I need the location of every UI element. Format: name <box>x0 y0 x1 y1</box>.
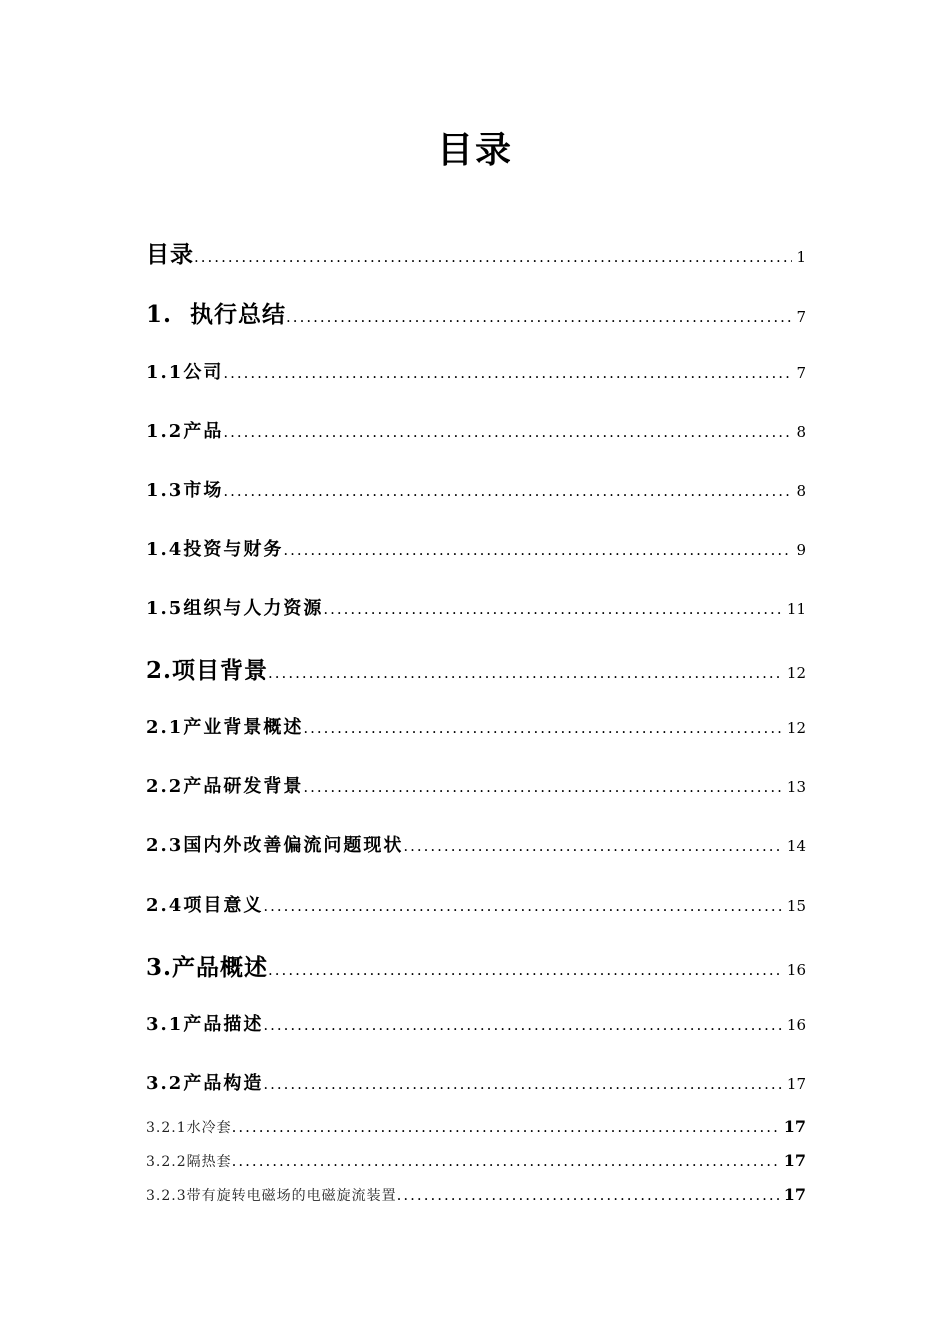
toc-entry[interactable] <box>146 1010 806 1036</box>
toc-entry[interactable] <box>146 1069 806 1095</box>
toc-entry-label: 2.2产品研发背景 <box>146 776 304 797</box>
toc-entry[interactable] <box>146 236 806 269</box>
toc-entry-label: 2.4项目意义 <box>146 895 264 916</box>
toc-entry-page: 8 <box>796 423 806 441</box>
toc-entry-page: 7 <box>796 364 806 382</box>
dot-leader <box>263 1016 783 1034</box>
toc-entry-label: 3.产品概述 <box>146 954 269 981</box>
dot-leader <box>268 961 783 979</box>
dot-leader <box>223 423 792 441</box>
toc-entry-page: 11 <box>786 600 806 618</box>
toc-entry-label: 1.4投资与财务 <box>146 539 284 560</box>
toc-entry-page: 17 <box>783 1117 806 1136</box>
dot-leader <box>263 1075 783 1093</box>
toc-entry-label: 1.5组织与人力资源 <box>146 598 324 619</box>
toc-entry-label: 1.2产品 <box>146 421 224 442</box>
toc-entry-label: 1.1公司 <box>146 362 224 383</box>
toc-entry-label: 3.2.2隔热套 <box>146 1154 232 1170</box>
toc-entry[interactable] <box>146 1151 806 1171</box>
toc-entry[interactable] <box>146 296 806 329</box>
dot-leader <box>194 248 792 266</box>
toc-entry-page: 12 <box>786 664 806 682</box>
toc-entry-label: 目录 <box>146 241 194 268</box>
toc-entry-page: 17 <box>783 1185 806 1204</box>
toc-entry-label: 2.3国内外改善偏流问题现状 <box>146 835 404 856</box>
toc-entry[interactable] <box>146 949 806 982</box>
dot-leader <box>397 1186 780 1204</box>
toc-entry-label: 1. 执行总结 <box>146 301 287 328</box>
toc-entry-page: 8 <box>796 482 806 500</box>
dot-leader <box>232 1118 780 1136</box>
toc-entry[interactable] <box>146 358 806 384</box>
toc-entry-page: 15 <box>786 897 806 915</box>
toc-entry-page: 12 <box>786 719 806 737</box>
toc-entry[interactable] <box>146 831 806 857</box>
dot-leader <box>268 664 783 682</box>
toc-entry-page: 17 <box>786 1075 806 1093</box>
toc-entry-label: 2.项目背景 <box>146 657 269 684</box>
toc-entry-page: 17 <box>783 1151 806 1170</box>
toc-entry-label: 1.3市场 <box>146 480 224 501</box>
dot-leader <box>303 719 783 737</box>
toc-entry[interactable] <box>146 417 806 443</box>
dot-leader <box>303 778 783 796</box>
toc-entry[interactable] <box>146 594 806 620</box>
toc-entry-page: 9 <box>796 541 806 559</box>
dot-leader <box>232 1152 780 1170</box>
toc-entry[interactable] <box>146 1117 806 1137</box>
toc-entry[interactable] <box>146 476 806 502</box>
toc-entry[interactable] <box>146 535 806 561</box>
dot-leader <box>403 837 783 855</box>
toc-entry-label: 3.2.3带有旋转电磁场的电磁旋流装置 <box>146 1188 397 1204</box>
toc-entry[interactable] <box>146 652 806 685</box>
dot-leader <box>283 541 792 559</box>
toc-entry-page: 7 <box>796 308 806 326</box>
toc-entry-label: 2.1产业背景概述 <box>146 717 304 738</box>
toc-entry-page: 14 <box>786 837 806 855</box>
toc-entry[interactable] <box>146 713 806 739</box>
toc-entry[interactable] <box>146 1185 806 1205</box>
toc-entry[interactable] <box>146 891 806 917</box>
dot-leader <box>263 897 783 915</box>
toc-entry-page: 16 <box>786 1016 806 1034</box>
dot-leader <box>286 308 792 326</box>
toc-entry-page: 16 <box>786 961 806 979</box>
toc-entry-page: 13 <box>786 778 806 796</box>
dot-leader <box>223 364 792 382</box>
dot-leader <box>323 600 783 618</box>
toc-entry-page: 1 <box>796 248 806 266</box>
toc-entry[interactable] <box>146 772 806 798</box>
dot-leader <box>223 482 792 500</box>
toc-entry-label: 3.1产品描述 <box>146 1014 264 1035</box>
toc-entry-label: 3.2产品构造 <box>146 1073 264 1094</box>
toc-entry-label: 3.2.1水冷套 <box>146 1120 232 1136</box>
page-title: 目录 <box>436 129 513 171</box>
